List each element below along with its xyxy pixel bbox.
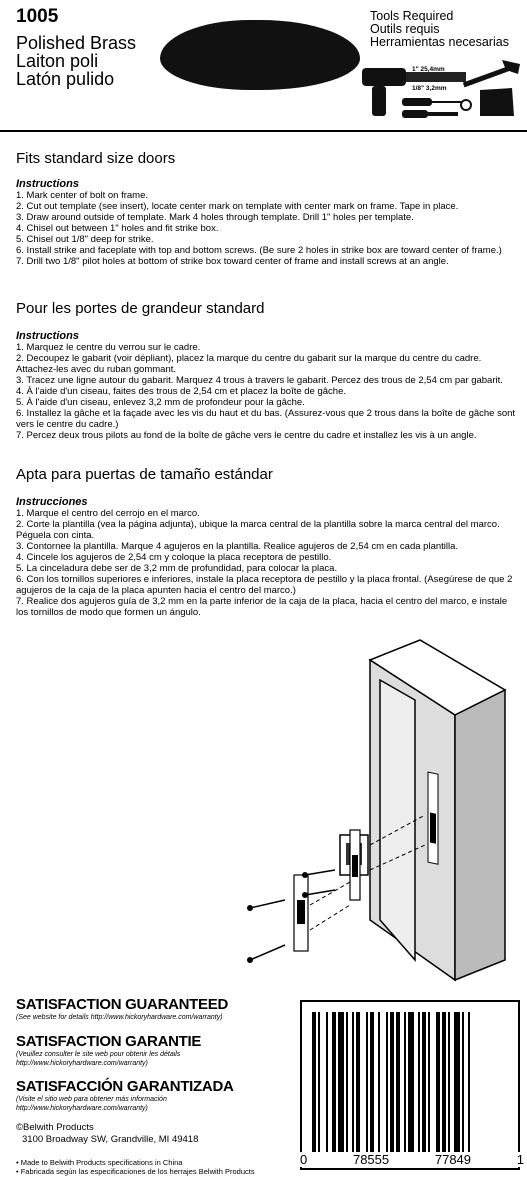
- barcode-bar: [338, 1012, 344, 1157]
- barcode-digit-check: 1: [516, 1152, 524, 1167]
- steps-en: [16, 190, 516, 267]
- company-address: 3100 Broadway SW, Grandville, MI 49418: [22, 1134, 199, 1145]
- step-en-1: 1. Mark center of bolt on frame.: [16, 190, 149, 201]
- tools-illustration: [362, 60, 522, 120]
- step-es-5: 5. La cinceladura debe ser de 3,2 mm de profundidad, para colocar la placa.: [16, 563, 338, 574]
- tools-es: Herramientas necesarias: [370, 35, 509, 49]
- instructions-label-fr: Instructions: [16, 330, 79, 342]
- barcode-bar: [346, 1012, 348, 1157]
- barcode-digit-system: 0: [300, 1152, 308, 1167]
- step-en-4: 4. Chisel out between 1" holes and fit strike box.: [16, 223, 219, 234]
- barcode-digits: [300, 1152, 524, 1167]
- barcode-bar: [318, 1012, 320, 1157]
- strike-install-diagram: [230, 620, 527, 990]
- barcode-bar: [442, 1012, 446, 1157]
- barcode-bar: [312, 1012, 316, 1157]
- barcode-bar: [418, 1012, 420, 1157]
- guarantee-en: SATISFACTION GUARANTEED: [16, 996, 228, 1013]
- step-fr-2: 2. Decoupez le gabarit (voir dépliant), placez la marque du centre du gabarit sur la marque du centre du cadre. Attachez-les avec du ruban gommant.: [16, 353, 482, 375]
- barcode-bar: [352, 1012, 354, 1157]
- barcode-bar: [366, 1012, 368, 1157]
- barcode-digit-left: 78555: [352, 1152, 390, 1167]
- barcode-bar: [326, 1012, 328, 1157]
- finish-fr: Laiton poli: [16, 51, 99, 71]
- step-fr-7: 7. Percez deux trous pilots au fond de la boîte de gâche vers le centre du cadre et installez les vis à un angle.: [16, 430, 477, 441]
- barcode-bars: [312, 1012, 512, 1157]
- barcode-bar: [422, 1012, 426, 1157]
- step-es-3: 3. Contornee la plantilla. Marque 4 agujeros en la plantilla. Realice agujeros de 2,54 cm en cada plantilla.: [16, 541, 459, 552]
- barcode-digit-right: 77849: [434, 1152, 472, 1167]
- product-code: 1005: [16, 6, 59, 27]
- barcode-bar: [462, 1012, 464, 1157]
- step-es-1: 1. Marque el centro del cerrojo en el marco.: [16, 508, 200, 519]
- guarantee-fr: SATISFACTION GARANTIE: [16, 1033, 202, 1050]
- fine-print-2: • Fabricada según las especificaciones de los herrajes Belwith Products: [16, 1167, 255, 1176]
- header-divider: [0, 130, 527, 132]
- guarantee-note-en: (See website for details http://www.hickoryhardware.com/warranty): [16, 1014, 223, 1021]
- section-title-en: Fits standard size doors: [16, 150, 176, 167]
- step-en-2: 2. Cut out template (see insert), locate center mark on template with center mark on frame. Tape in place.: [16, 201, 459, 212]
- barcode-bar: [454, 1012, 460, 1157]
- step-es-2: 2. Corte la plantilla (vea la página adjunta), ubique la marca central de la plantilla sobre la marca central del marco. Péguela con cinta.: [16, 519, 500, 541]
- guarantee-note-es-2: http://www.hickoryhardware.com/warranty): [16, 1105, 148, 1112]
- guarantee-note-fr-2: http://www.hickoryhardware.com/warranty): [16, 1060, 148, 1067]
- step-fr-4: 4. À l'aide d'un ciseau, faites des trous de 2,54 cm et placez la boîte de gâche.: [16, 386, 346, 397]
- instructions-label-es: Instrucciones: [16, 496, 88, 508]
- steps-fr: [16, 342, 516, 441]
- instructions-label-en: Instructions: [16, 178, 79, 190]
- step-en-3: 3. Draw around outside of template. Mark 4 holes through template. Drill 1" holes per template.: [16, 212, 414, 223]
- company-name: ©Belwith Products: [16, 1122, 94, 1133]
- step-es-4: 4. Cincele los agujeros de 2,54 cm y coloque la placa receptora de pestillo.: [16, 552, 332, 563]
- barcode-bar: [370, 1012, 374, 1157]
- guarantee-es: SATISFACCIÓN GARANTIZADA: [16, 1078, 234, 1095]
- steps-es: [16, 508, 516, 618]
- barcode-bar: [408, 1012, 414, 1157]
- tool-size-2: 1/8" 3,2mm: [412, 85, 447, 92]
- barcode-bar: [428, 1012, 430, 1157]
- step-fr-1: 1. Marquez le centre du verrou sur le cadre.: [16, 342, 201, 353]
- section-title-es: Apta para puertas de tamaño estándar: [16, 466, 273, 483]
- barcode-bar: [404, 1012, 406, 1157]
- barcode-bar: [386, 1012, 388, 1157]
- barcode-bar: [332, 1012, 336, 1157]
- tools-en: Tools Required: [370, 9, 454, 23]
- barcode-bar: [356, 1012, 360, 1157]
- fine-print-1: • Made to Belwith Products specifications in China: [16, 1158, 183, 1167]
- step-fr-3: 3. Tracez une ligne autour du gabarit. Marquez 4 trous à travers le gabarit. Percez des trous de 2,54 cm par gabarit.: [16, 375, 503, 386]
- step-en-6: 6. Install strike and faceplate with top and bottom screws. (Be sure 2 holes in strike box are toward center of frame.): [16, 245, 502, 256]
- step-en-5: 5. Chisel out 1/8" deep for strike.: [16, 234, 154, 245]
- section-title-fr: Pour les portes de grandeur standard: [16, 300, 265, 317]
- tool-size-1: 1" 25,4mm: [412, 66, 445, 73]
- step-es-7: 7. Realice dos agujeros guía de 3,2 mm en la parte inferior de la caja de la placa, hacia el centro del marco, e instale los tornillos de modo que formen un ángulo.: [16, 596, 508, 618]
- barcode-bar: [436, 1012, 440, 1157]
- tools-fr: Outils requis: [370, 22, 440, 36]
- guarantee-note-es-1: (Visite el sitio web para obtener más información: [16, 1096, 167, 1103]
- product-window-blob: [160, 20, 360, 90]
- barcode-bar: [390, 1012, 394, 1157]
- finish-en: Polished Brass: [16, 33, 137, 53]
- tools-required: [370, 10, 509, 49]
- step-fr-6: 6. Installez la gâche et la façade avec les vis du haut et du bas. (Assurez-vous que 2 trous dans la boîte de gâche sont vers le centre du cadre.): [16, 408, 516, 430]
- guarantee-note-fr-1: (Veuillez consulter le site web pour obtenir les détails: [16, 1051, 181, 1058]
- barcode-bar: [396, 1012, 400, 1157]
- step-en-7: 7. Drill two 1/8" pilot holes at bottom of strike box toward center of frame and install screws at an angle.: [16, 256, 449, 267]
- finish-es: Latón pulido: [16, 69, 115, 89]
- step-fr-5: 5. À l'aide d'un ciseau, enlevez 3,2 mm de profondeur pour la gâche.: [16, 397, 305, 408]
- step-es-6: 6. Con los tornillos superiores e inferiores, instale la placa receptora de pestillo y la placa frontal. (Asegúrese de que 2 agujeros de la caja de la placa apunten hacia el centro del marco.): [16, 574, 513, 596]
- barcode-bar: [448, 1012, 450, 1157]
- barcode-bar: [378, 1012, 380, 1157]
- barcode-bar: [468, 1012, 470, 1157]
